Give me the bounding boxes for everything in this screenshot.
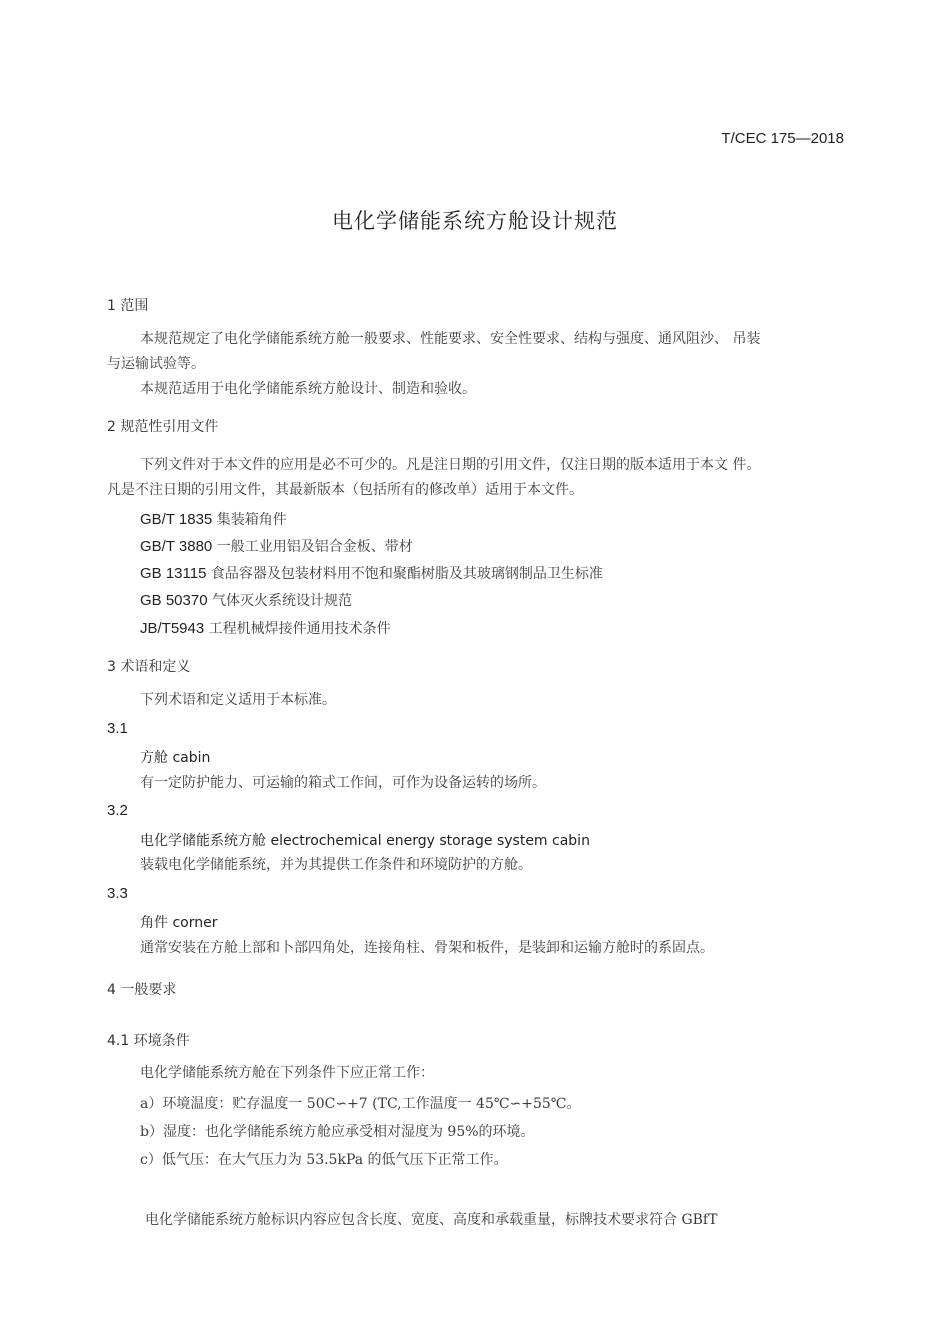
reference-item <box>140 621 391 636</box>
term-number: 3.3 <box>107 885 128 902</box>
term-number: 3.2 <box>107 802 128 819</box>
section-1-paragraph-2: 本规范适用于电化学储能系统方舱设计、制造和验收。 <box>140 381 476 397</box>
section-4-heading: 4 一般要求 <box>107 982 177 998</box>
condition-item: c）低气压：在大气压力为 53.5kPa 的低气压下正常工作。 <box>140 1152 508 1168</box>
reference-name: 气体灭火系统设计规范 <box>212 593 353 609</box>
term-name: 电化学储能系统方舱 electrochemical energy storage system cabin <box>140 833 590 849</box>
reference-code: GB/T 1835 <box>140 511 213 528</box>
section-2-paragraph-line-2: 凡是不注日期的引用文件，其最新版本（包括所有的修改单）适用于本文件。 <box>107 482 583 498</box>
section-1-paragraph-1-line-2: 与运输试验等。 <box>107 356 205 372</box>
reference-code: JB/T5943 <box>140 620 205 637</box>
reference-name: 一般工业用铝及铝合金板、带材 <box>216 539 413 555</box>
term-definition: 装载电化学储能系统，并为其提供工作条件和环境防护的方舱。 <box>140 857 532 873</box>
document-title: 电化学储能系统方舱设计规范 <box>332 209 618 233</box>
reference-item <box>140 566 603 581</box>
standard-code: T/CEC 175—2018 <box>721 130 844 147</box>
reference-code: GB 13115 <box>140 565 207 582</box>
term-name: 角件 corner <box>140 915 218 931</box>
section-2-paragraph-line-1: 下列文件对于本文件的应用是必不可少的。凡是注日期的引用文件，仅注日期的版本适用于本文 件。 <box>140 457 761 473</box>
condition-item: b）湿度：也化学储能系统方舱应承受相对湿度为 95%的环境。 <box>140 1124 535 1140</box>
section-4-1-intro: 电化学储能系统方舱在下列条件下应正常工作： <box>140 1065 434 1081</box>
reference-code: GB/T 3880 <box>140 538 213 555</box>
reference-item <box>140 512 287 527</box>
term-name: 方舱 cabin <box>140 750 211 766</box>
section-4-closing-paragraph: 电化学储能系统方舱标识内容应包含长度、宽度、高度和承载重量，标牌技术要求符合 GBfT <box>145 1212 718 1228</box>
term-definition: 有一定防护能力、可运输的箱式工作间，可作为设备运转的场所。 <box>140 775 546 791</box>
reference-item <box>140 593 352 608</box>
section-4-1-heading: 4.1 环境条件 <box>107 1033 190 1049</box>
reference-name: 食品容器及包装材料用不饱和聚酯树脂及其玻璃钢制品卫生标准 <box>210 566 603 582</box>
reference-name: 工程机械焊接件通用技术条件 <box>208 621 391 637</box>
section-1-heading: 1 范围 <box>107 298 149 314</box>
section-1-paragraph-1-line-1: 本规范规定了电化学储能系统方舱一般要求、性能要求、安全性要求、结构与强度、通风阻沙、 吊装 <box>140 331 761 347</box>
term-definition: 通常安装在方舱上部和卜部四角处，连接角柱、骨架和板件，是装卸和运输方舱时的系固点。 <box>140 940 714 956</box>
term-number: 3.1 <box>107 720 128 737</box>
condition-item: a）环境温度：贮存温度一 50C∽+7 (TC,工作温度一 45℃∽+55℃。 <box>140 1096 581 1112</box>
reference-name: 集装箱角件 <box>216 512 287 528</box>
section-3-heading: 3 术语和定义 <box>107 659 191 675</box>
reference-item <box>140 539 413 554</box>
reference-code: GB 50370 <box>140 592 208 609</box>
section-3-intro: 下列术语和定义适用于本标准。 <box>140 692 336 708</box>
section-2-heading: 2 规范性引用文件 <box>107 419 219 435</box>
